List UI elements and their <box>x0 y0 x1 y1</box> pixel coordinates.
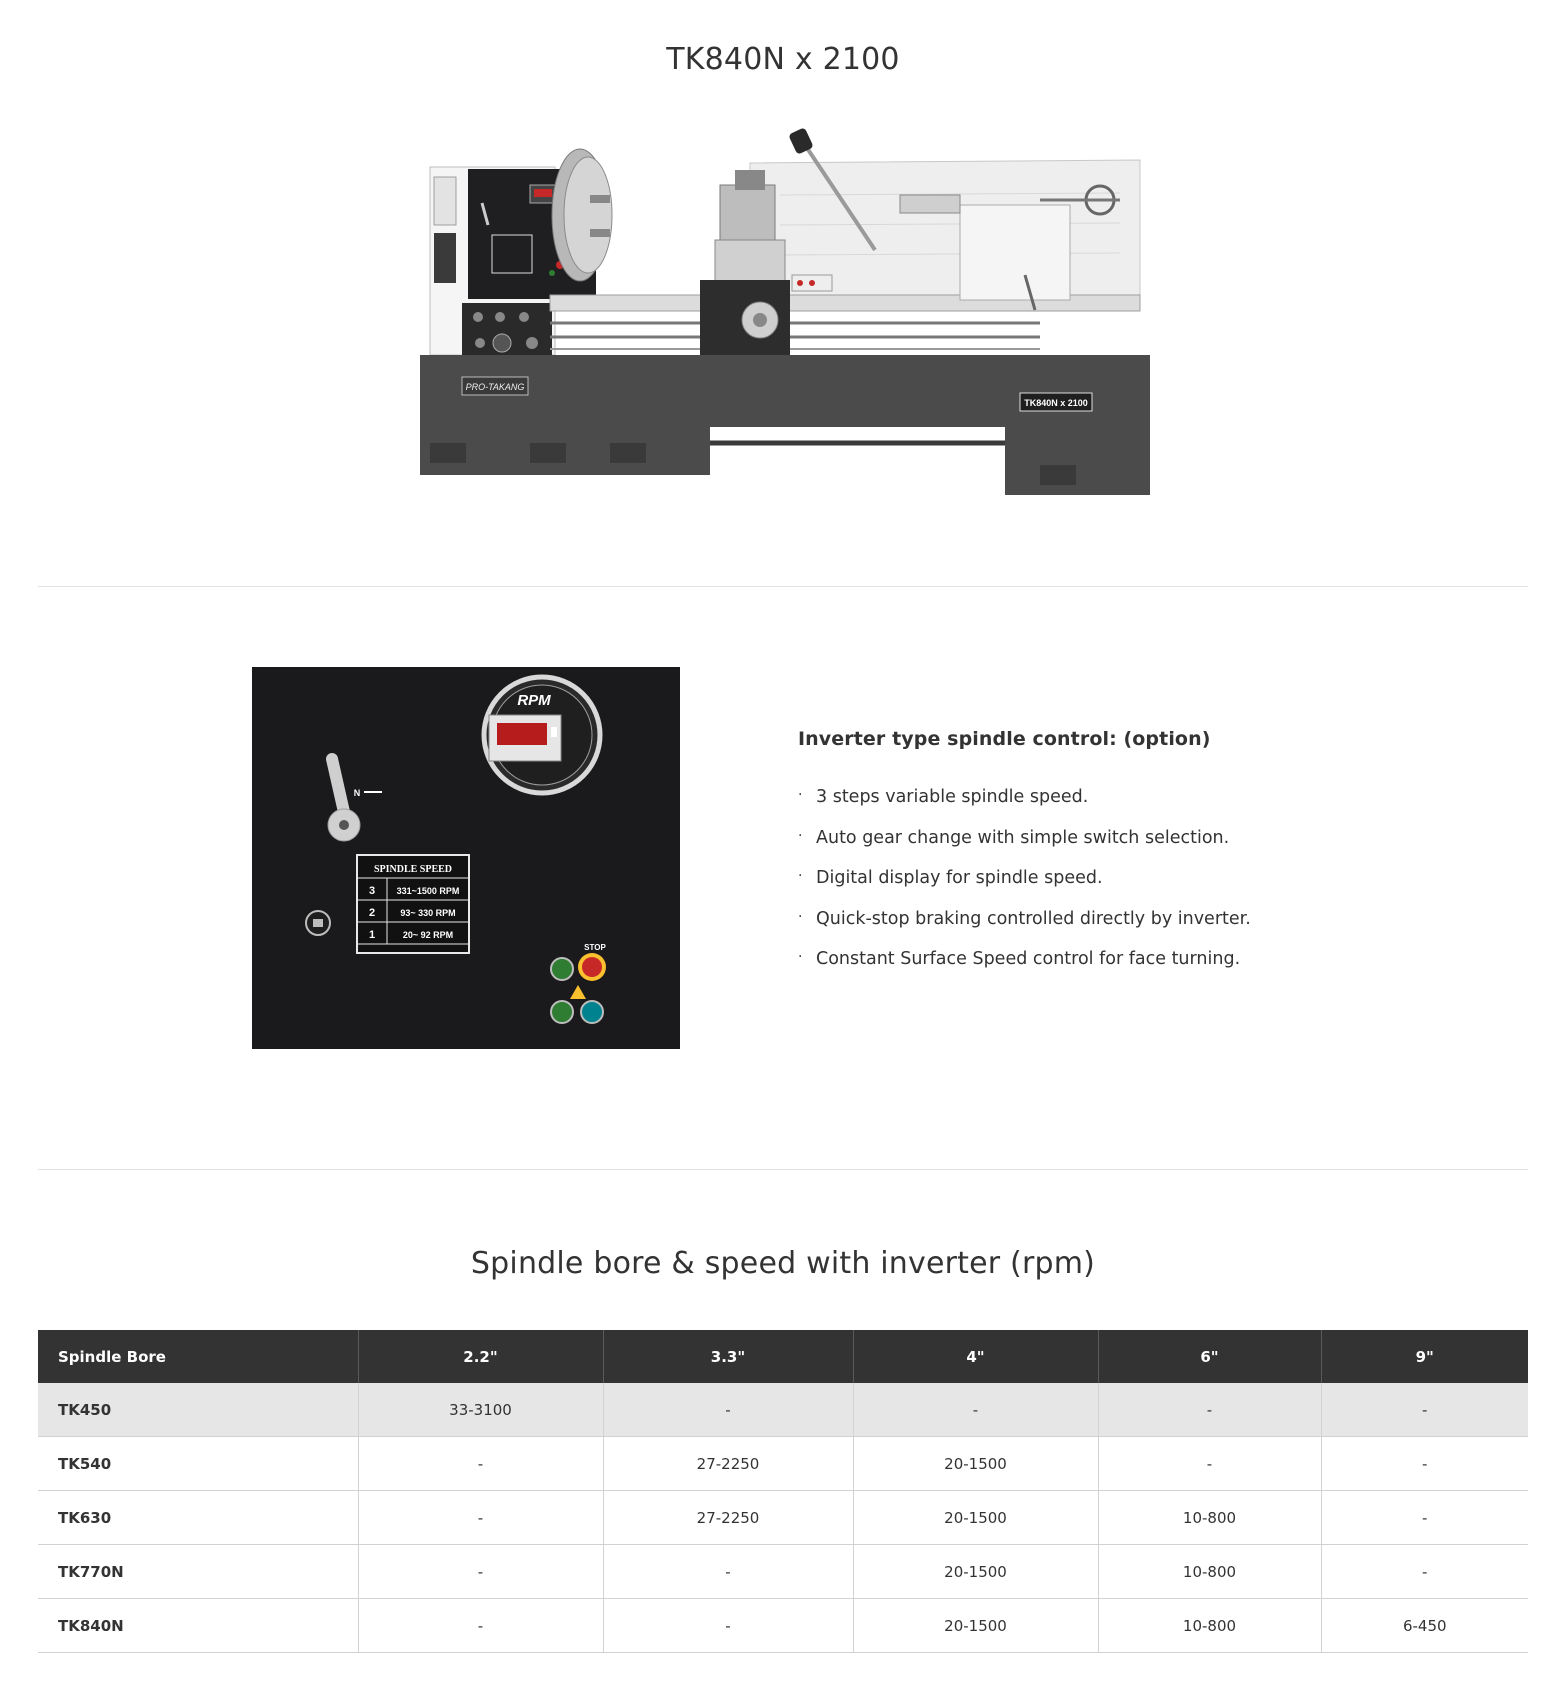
table-cell: - <box>358 1437 603 1491</box>
table-cell: - <box>358 1491 603 1545</box>
table-header-row <box>38 1330 1528 1383</box>
feature-text: Quick-stop braking controlled directly by inverter. <box>816 908 1251 929</box>
table-cell: 20-1500 <box>853 1599 1098 1653</box>
lever-marker: N <box>353 788 361 798</box>
column-header: 4" <box>853 1330 1098 1383</box>
bullet-icon: · <box>798 908 803 925</box>
speed-plate-title: SPINDLE SPEED <box>373 864 453 875</box>
feature-list <box>798 786 1478 989</box>
table-row <box>38 1545 1528 1599</box>
table-cell: 33-3100 <box>358 1383 603 1437</box>
feature-item <box>798 786 1478 827</box>
table-cell: 10-800 <box>1098 1599 1321 1653</box>
spec-table <box>38 1330 1528 1653</box>
table-cell: 20-1500 <box>853 1491 1098 1545</box>
rpm-label: RPM <box>517 692 551 709</box>
machine-model-plate: TK840N x 2100 <box>1024 398 1088 408</box>
table-row <box>38 1383 1528 1437</box>
table-cell: 27-2250 <box>603 1491 853 1545</box>
table-cell: 20-1500 <box>853 1437 1098 1491</box>
table-cell: - <box>1321 1491 1528 1545</box>
table-cell: - <box>853 1383 1098 1437</box>
feature-heading: Inverter type spindle control: (option) <box>798 728 1211 750</box>
model-cell: TK770N <box>38 1545 358 1599</box>
model-cell: TK540 <box>38 1437 358 1491</box>
bullet-icon: · <box>798 827 803 844</box>
speed-range: 331~1500 RPM <box>396 886 460 896</box>
speed-step: 3 <box>368 885 376 897</box>
spec-section-title: Spindle bore & speed with inverter (rpm) <box>470 1246 1096 1281</box>
model-cell: TK840N <box>38 1599 358 1653</box>
feature-item <box>798 867 1478 908</box>
table-row <box>38 1599 1528 1653</box>
feature-item <box>798 827 1478 868</box>
feature-item <box>798 908 1478 949</box>
lathe-machine-image <box>420 125 1150 505</box>
divider <box>38 1169 1528 1170</box>
stop-label: STOP <box>584 943 606 952</box>
column-header: 2.2" <box>358 1330 603 1383</box>
table-cell: 20-1500 <box>853 1545 1098 1599</box>
bullet-icon: · <box>798 868 803 884</box>
speed-range: 20~ 92 RPM <box>402 930 454 940</box>
table-row <box>38 1437 1528 1491</box>
divider <box>38 586 1528 587</box>
machine-brand-plate: PRO-TAKANG <box>465 382 525 392</box>
column-header: 6" <box>1098 1330 1321 1383</box>
table-cell: - <box>358 1545 603 1599</box>
table-cell: - <box>358 1599 603 1653</box>
table-cell: - <box>603 1599 853 1653</box>
table-cell: - <box>1098 1437 1321 1491</box>
table-cell: 10-800 <box>1098 1545 1321 1599</box>
product-title: TK840N x 2100 <box>666 42 900 77</box>
table-cell: - <box>603 1383 853 1437</box>
column-header: 3.3" <box>603 1330 853 1383</box>
spindle-control-panel-photo <box>252 667 680 1049</box>
bullet-icon: · <box>798 787 803 803</box>
feature-item <box>798 948 1478 989</box>
speed-step: 2 <box>368 907 376 919</box>
table-cell: 6-450 <box>1321 1599 1528 1653</box>
feature-text: 3 steps variable spindle speed. <box>816 787 1089 807</box>
model-cell: TK630 <box>38 1491 358 1545</box>
column-header: 9" <box>1321 1330 1528 1383</box>
table-cell: - <box>1321 1383 1528 1437</box>
table-row <box>38 1491 1528 1545</box>
table-cell: - <box>603 1545 853 1599</box>
feature-text: Digital display for spindle speed. <box>816 868 1103 888</box>
feature-text: Constant Surface Speed control for face turning. <box>816 949 1241 969</box>
feature-block <box>798 728 1478 989</box>
table-cell: - <box>1321 1545 1528 1599</box>
speed-range: 93~ 330 RPM <box>400 908 456 918</box>
bullet-icon: · <box>798 949 803 965</box>
table-cell: - <box>1098 1383 1321 1437</box>
table-cell: 27-2250 <box>603 1437 853 1491</box>
column-header: Spindle Bore <box>38 1330 358 1383</box>
speed-step: 1 <box>368 929 376 941</box>
table-cell: - <box>1321 1437 1528 1491</box>
feature-text: Auto gear change with simple switch selection. <box>816 827 1230 848</box>
model-cell: TK450 <box>38 1383 358 1437</box>
table-cell: 10-800 <box>1098 1491 1321 1545</box>
